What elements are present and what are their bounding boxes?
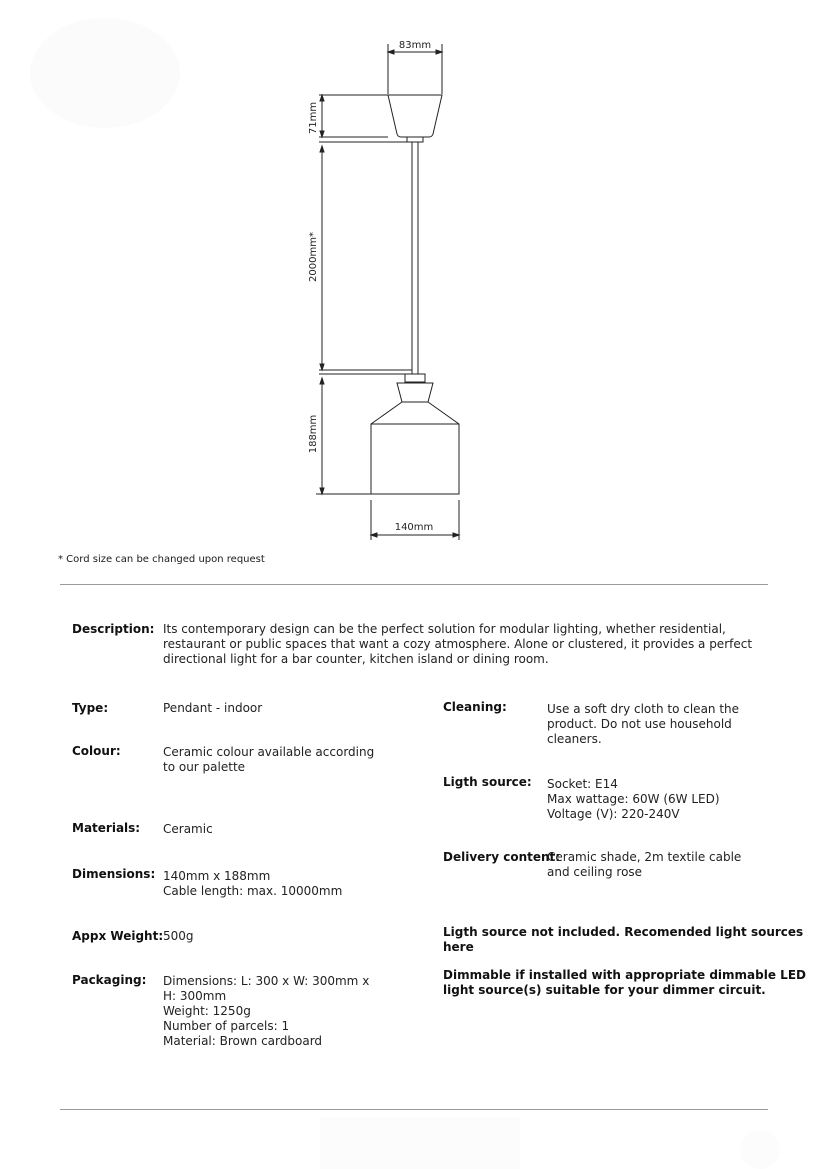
background-smudge <box>320 1118 520 1169</box>
description-label: Description: <box>72 622 155 636</box>
divider <box>60 584 768 585</box>
colour-value: Ceramic colour available according to our palette <box>163 745 375 774</box>
materials-value: Ceramic <box>163 822 213 836</box>
dimensions-label: Dimensions: <box>72 867 156 881</box>
shade-neck <box>397 383 433 402</box>
dimmable-note: Dimmable if installed with appropriate dimmable LED light source(s) suitable for your dimmer circuit. <box>443 968 806 997</box>
light-source-value: Socket: E14 Max wattage: 60W (6W LED) Voltage (V): 220-240V <box>547 777 720 821</box>
dim-rose-height-label: 71mm <box>308 101 319 135</box>
materials-label: Materials: <box>72 821 141 835</box>
cleaning-label: Cleaning: <box>443 700 507 714</box>
type-label: Type: <box>72 701 109 715</box>
description-text: Its contemporary design can be the perfect solution for modular lighting, whether residential, restaurant or public spaces that want a cozy atmosphere. Alone or clustered, it provides a perfect directional light for a bar counter, kitchen island or dining room. <box>163 622 753 666</box>
dim-top-width-label: 83mm <box>398 40 432 51</box>
dim-shade-height-label: 188mm <box>308 414 319 454</box>
lamp-holder <box>405 374 425 382</box>
shade-body <box>371 402 459 494</box>
dim-cord-length-label: 2000mm* <box>308 232 319 282</box>
technical-drawing <box>0 0 826 560</box>
packaging-label: Packaging: <box>72 973 147 987</box>
type-value: Pendant - indoor <box>163 701 263 715</box>
light-source-note: Ligth source not included. Recomended light sources here <box>443 925 804 954</box>
ceiling-rose <box>388 95 442 137</box>
background-smudge <box>740 1130 780 1169</box>
divider <box>60 1109 768 1110</box>
delivery-label: Delivery content: <box>443 850 561 864</box>
light-source-label: Ligth source: <box>443 775 532 789</box>
weight-value: 500g <box>163 929 194 943</box>
packaging-value: Dimensions: L: 300 x W: 300mm x H: 300mm Weight: 1250g Number of parcels: 1 Material: Brown cardboard <box>163 974 370 1048</box>
dim-shade-width-label: 140mm <box>394 522 434 533</box>
colour-label: Colour: <box>72 744 121 758</box>
cord-footnote: * Cord size can be changed upon request <box>58 554 265 565</box>
delivery-value: Ceramic shade, 2m textile cable and ceiling rose <box>547 850 742 879</box>
dimensions-value: 140mm x 188mm Cable length: max. 10000mm <box>163 869 343 898</box>
weight-label: Appx Weight: <box>72 929 164 943</box>
cleaning-value: Use a soft dry cloth to clean the product. Do not use household cleaners. <box>547 702 740 746</box>
